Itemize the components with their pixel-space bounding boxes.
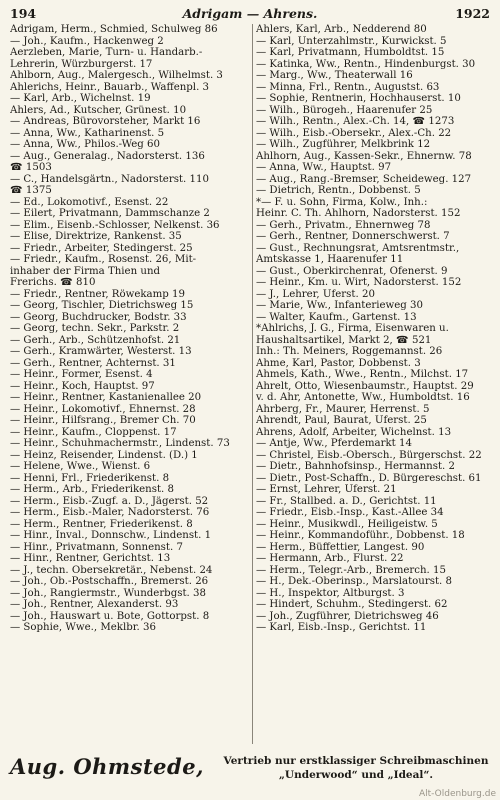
directory-entry: — Ernst, Lehrer, Uferst. 21 bbox=[256, 484, 397, 495]
directory-entry: — Joh., Rentner, Alexanderst. 93 bbox=[10, 599, 179, 610]
directory-entry: Amtskasse 1, Haarenufer 11 bbox=[256, 254, 404, 265]
directory-entry: ☎ 1503 bbox=[10, 162, 52, 173]
directory-entry: — Hinr., Privatmann, Sonnenst. 7 bbox=[10, 541, 183, 553]
directory-entry: Ahlerichs, Heinr., Bauarb., Waffenpl. 3 bbox=[10, 81, 210, 93]
directory-entry: Ahrelt, Otto, Wiesenbaumstr., Hauptst. 29 bbox=[256, 380, 474, 392]
directory-entry: — Karl, Arb., Wichelnst. 19 bbox=[10, 93, 151, 104]
directory-entry: — Elise, Direktrize, Rankenst. 35 bbox=[10, 231, 182, 242]
directory-entry: — Sophie, Rentnerin, Hochhauserst. 10 bbox=[256, 93, 461, 104]
directory-entry: — C., Handelsgärtn., Nadorsterst. 110 bbox=[10, 173, 209, 185]
directory-entry: *Ahlrichs, J. G., Firma, Eisenwaren u. bbox=[256, 323, 449, 334]
directory-entry: — Gerh., Arb., Schützenhofst. 21 bbox=[10, 334, 181, 346]
directory-entry: — Anna, Ww., Katharinenst. 5 bbox=[10, 127, 165, 139]
directory-entry: — Aug., Rang.-Bremser, Scheideweg. 127 bbox=[256, 173, 472, 185]
directory-entry: Inh.: Th. Meiners, Roggemannst. 26 bbox=[256, 346, 443, 357]
directory-entry: — Sophie, Wwe., Meklbr. 36 bbox=[10, 622, 156, 633]
directory-entry: — Georg, Tischler, Dietrichsweg 15 bbox=[10, 300, 194, 311]
directory-entry: — Gust., Oberkirchenrat, Ofenerst. 9 bbox=[256, 265, 448, 277]
directory-entry: Frerichs. ☎ 810 bbox=[10, 277, 96, 288]
directory-entry: — Dietr., Post-Schaffn., D. Bürgereschst. 61 bbox=[256, 472, 482, 484]
directory-entry: Ahmels, Kath., Wwe., Rentn., Milchst. 17 bbox=[256, 369, 469, 380]
directory-entry: — Ed., Lokomotivf., Esenst. 22 bbox=[10, 196, 169, 208]
directory-entry: inhaber der Firma Thien und bbox=[10, 265, 161, 277]
directory-entry: Ahlborn, Aug., Malergesch., Wilhelmst. 3 bbox=[10, 70, 223, 81]
directory-entry: — Joh., Rangiermstr., Wunderbgst. 38 bbox=[10, 587, 206, 599]
ad-line-1: Vertrieb nur erstklassiger Schreibmaschinen bbox=[223, 755, 489, 767]
directory-entry: — Hinr., Rentner, Gerichtst. 13 bbox=[10, 553, 171, 564]
directory-entry: ☎ 1375 bbox=[10, 185, 52, 196]
directory-entry: v. d. Ahr, Antonette, Ww., Humboldtst. 16 bbox=[256, 392, 470, 403]
directory-entry: — Heinr., Lokomotivf., Ehnernst. 28 bbox=[10, 403, 196, 415]
directory-entry: — J., techn. Obersekretär., Nebenst. 24 bbox=[10, 564, 213, 576]
directory-entry: — Heinr., Former, Esenst. 4 bbox=[10, 369, 153, 380]
directory-columns bbox=[10, 24, 492, 744]
directory-entry: — Herm., Eisb.-Zugf. a. D., Jägerst. 52 bbox=[10, 495, 209, 507]
directory-entry: Aerzleben, Marie, Turn- u. Handarb.- bbox=[10, 47, 203, 58]
directory-entry: — Dietrich, Rentn., Dobbenst. 5 bbox=[256, 185, 421, 196]
directory-entry: — Herm., Arb., Friederikenst. 8 bbox=[10, 484, 174, 495]
directory-entry: — H., Inspektor, Altburgst. 3 bbox=[256, 587, 405, 599]
directory-entry: — Heinr., Kommandoführ., Dobbenst. 18 bbox=[256, 530, 465, 541]
directory-entry: — Joh., Ob.-Postschaffn., Bremerst. 26 bbox=[10, 576, 209, 587]
directory-entry: — Hinr., Inval., Donnschw., Lindenst. 1 bbox=[10, 530, 212, 541]
directory-entry: Lehrerin, Würzburgerst. 17 bbox=[10, 58, 153, 70]
directory-entry: — H., Dek.-Oberinsp., Marslatourst. 8 bbox=[256, 576, 453, 587]
directory-entry: — J., Lehrer, Uferst. 20 bbox=[256, 288, 375, 300]
directory-entry: — Anna, Ww., Hauptst. 97 bbox=[256, 162, 392, 173]
directory-entry: — Dietr., Bahnhofsinsp., Hermannst. 2 bbox=[256, 461, 456, 472]
directory-entry: Ahrberg, Fr., Maurer, Herrenst. 5 bbox=[256, 403, 430, 415]
directory-entry: — Heinr., Rentner, Kastanienallee 20 bbox=[10, 392, 202, 403]
directory-entry: — Karl, Eisb.-Insp., Gerichtst. 11 bbox=[256, 622, 427, 633]
directory-entry: Adrigam, Herm., Schmied, Schulweg 86 bbox=[10, 24, 218, 35]
directory-entry: — Katinka, Ww., Rentn., Hindenburgst. 30 bbox=[256, 58, 476, 70]
directory-entry: — Gerh., Privatm., Ehnernweg 78 bbox=[256, 219, 431, 231]
directory-entry: — Wilh., Zugführer, Melkbrink 12 bbox=[256, 139, 431, 150]
directory-entry: — Friedr., Rentner, Röwekamp 19 bbox=[10, 288, 185, 300]
directory-entry: — Heinr., Hilfsrang., Bremer Ch. 70 bbox=[10, 415, 196, 426]
directory-entry: — Heinr., Schuhmachermstr., Lindenst. 73 bbox=[10, 438, 230, 449]
directory-entry: — Joh., Kaufm., Hackenweg 2 bbox=[10, 35, 164, 47]
directory-entry: — Friedr., Arbeiter, Stedingerst. 25 bbox=[10, 242, 193, 254]
directory-entry: — Christel, Eisb.-Obersch., Bürgerschst. 22 bbox=[256, 449, 482, 461]
directory-entry: — Wilh., Bürogeh., Haarenufer 25 bbox=[256, 104, 433, 116]
directory-entry: — Herm., Büffettier, Langest. 90 bbox=[256, 541, 425, 553]
directory-entry: — Hindert, Schuhm., Stedingerst. 62 bbox=[256, 599, 448, 610]
page-header bbox=[10, 6, 490, 22]
directory-entry: — Wilh., Rentn., Alex.-Ch. 14, ☎ 1273 bbox=[256, 116, 455, 127]
advertisement-text bbox=[212, 754, 500, 782]
directory-entry: — Gust., Rechnungsrat, Amtsrentmstr., bbox=[256, 242, 460, 254]
directory-entry: Ahrendt, Paul, Baurat, Uferst. 25 bbox=[256, 415, 427, 426]
directory-entry: — Joh., Hauswart u. Bote, Gottorpst. 8 bbox=[10, 610, 210, 622]
directory-entry: — Friedr., Eisb.-Insp., Kast.-Allee 34 bbox=[256, 507, 444, 518]
directory-entry: — Joh., Zugführer, Dietrichsweg 46 bbox=[256, 610, 439, 622]
directory-entry: — Eilert, Privatmann, Dammschanze 2 bbox=[10, 208, 210, 219]
directory-entry: — Herm., Eisb.-Maler, Nadorsterst. 76 bbox=[10, 507, 210, 518]
directory-entry: — Gerh., Kramwärter, Westerst. 13 bbox=[10, 346, 192, 357]
advertiser-name: Aug. Ohmstede, bbox=[10, 754, 204, 779]
directory-entry: — Karl, Unterzahlmstr., Kurwickst. 5 bbox=[256, 35, 447, 47]
directory-entry: Haushaltsartikel, Markt 2, ☎ 521 bbox=[256, 334, 432, 346]
directory-entry: — Wilh., Eisb.-Obersekr., Alex.-Ch. 22 bbox=[256, 127, 452, 139]
directory-entry: — Karl, Privatmann, Humboldtst. 15 bbox=[256, 47, 445, 58]
directory-entry: — Antje, Ww., Pferdemarkt 14 bbox=[256, 438, 412, 449]
directory-entry: *— F. u. Sohn, Firma, Kolw., Inh.: bbox=[256, 196, 428, 208]
directory-entry: — Marg., Ww., Theaterwall 16 bbox=[256, 70, 413, 81]
directory-entry: — Georg, Buchdrucker, Bodstr. 33 bbox=[10, 311, 187, 323]
directory-entry: — Marie, Ww., Infanterieweg 30 bbox=[256, 300, 424, 311]
directory-entry: Ahlers, Ad., Kutscher, Grünest. 10 bbox=[10, 104, 187, 116]
watermark: Alt-Oldenburg.de bbox=[418, 789, 496, 799]
directory-entry: Ahlhorn, Aug., Kassen-Sekr., Ehnernw. 78 bbox=[256, 150, 472, 162]
directory-entry: — Heinr., Km. u. Wirt, Nadorsterst. 152 bbox=[256, 277, 462, 288]
directory-entry: — Elim., Eisenb.-Schlosser, Nelkenst. 36 bbox=[10, 219, 220, 231]
directory-entry: — Heinr., Kaufm., Cloppenst. 17 bbox=[10, 426, 177, 438]
directory-entry: Heinr. C. Th. Ahlhorn, Nadorsterst. 152 bbox=[256, 208, 461, 219]
directory-entry: — Gerh., Rentner, Donnerschwerst. 7 bbox=[256, 231, 450, 242]
directory-entry: — Herm., Telegr.-Arb., Bremerch. 15 bbox=[256, 564, 446, 576]
directory-entry: — Andreas, Bürovorsteher, Markt 16 bbox=[10, 116, 201, 127]
directory-entry: — Herm., Rentner, Friederikenst. 8 bbox=[10, 518, 193, 530]
directory-entry: — Aug., Generalag., Nadorsterst. 136 bbox=[10, 150, 205, 162]
page-title: Adrigam — Ahrens. bbox=[182, 6, 318, 21]
right-column bbox=[256, 24, 492, 634]
directory-entry: — Heinz, Reisender, Lindenst. (D.) 1 bbox=[10, 449, 198, 461]
directory-entry: — Friedr., Kaufm., Rosenst. 26, Mit- bbox=[10, 254, 197, 265]
directory-entry: — Heinr., Koch, Hauptst. 97 bbox=[10, 380, 155, 392]
directory-entry: — Hermann, Arb., Flurst. 22 bbox=[256, 553, 404, 564]
directory-entry: Ahme, Karl, Pastor, Dobbenst. 3 bbox=[256, 357, 421, 369]
directory-entry: Ahlers, Karl, Arb., Nedderend 80 bbox=[256, 24, 427, 35]
page-year: 1922 bbox=[455, 6, 490, 21]
left-column bbox=[10, 24, 246, 634]
directory-entry: — Helene, Wwe., Wienst. 6 bbox=[10, 461, 151, 472]
directory-entry: — Minna, Frl., Rentn., Augustst. 63 bbox=[256, 81, 440, 93]
directory-entry: — Gerh., Rentner, Achternst. 31 bbox=[10, 357, 176, 369]
directory-entry: — Fr., Stallbed. a. D., Gerichtst. 11 bbox=[256, 495, 437, 507]
directory-entry: Ahrens, Adolf, Arbeiter, Wichelnst. 13 bbox=[256, 426, 452, 438]
column-divider bbox=[252, 24, 253, 744]
directory-entry: — Georg, techn. Sekr., Parkstr. 2 bbox=[10, 323, 180, 334]
directory-entry: — Heinr., Musikwdl., Heiligeistw. 5 bbox=[256, 518, 438, 530]
directory-entry: — Anna, Ww., Philos.-Weg 60 bbox=[10, 139, 160, 150]
ad-line-2: „Underwood“ und „Ideal“. bbox=[278, 769, 434, 781]
directory-entry: — Henni, Frl., Friederikenst. 8 bbox=[10, 472, 170, 484]
directory-entry: — Walter, Kaufm., Gartenst. 13 bbox=[256, 311, 417, 323]
page-number-left: 194 bbox=[10, 6, 37, 21]
